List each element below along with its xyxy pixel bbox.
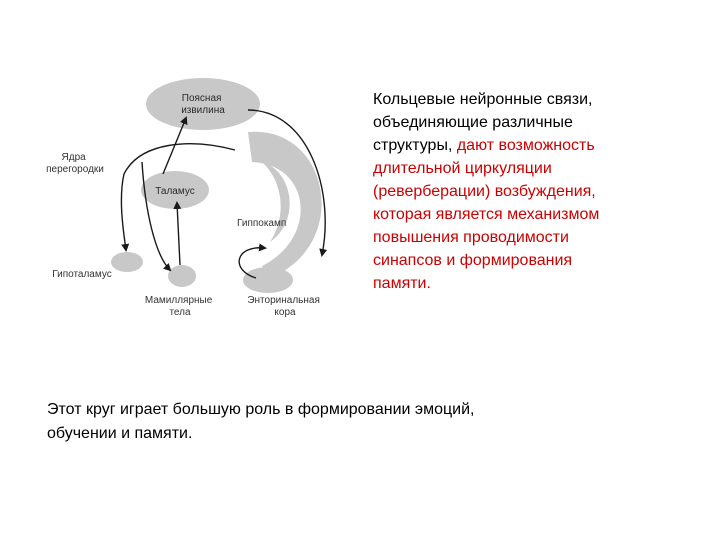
cingulate-gyrus-shape bbox=[146, 78, 260, 130]
label-entorhinal-line-1: Энторинальная bbox=[247, 295, 320, 306]
description-black-part: Кольцевые нейронные связи, объединяющие различные структуры, bbox=[373, 91, 593, 154]
label-cingulate-gyrus bbox=[181, 93, 225, 116]
conclusion-text: Этот круг играет большую роль в формировании эмоций, обучении и памяти. bbox=[47, 401, 475, 442]
label-thalamus: Таламус bbox=[155, 186, 195, 197]
arrow-mammillary-to-thalamus bbox=[177, 203, 180, 265]
label-mammillary-bodies bbox=[145, 295, 215, 318]
description-red-part: дают возможность длительной циркуляции (реверберации) возбуждения, которая является механизмом повышения проводимости синапсов и формирования памяти. bbox=[373, 137, 600, 292]
entorhinal-cortex-shape bbox=[243, 267, 293, 293]
label-entorhinal-line-2: кора bbox=[274, 307, 296, 318]
mammillary-bodies-shape bbox=[168, 265, 196, 287]
label-septal-line-2: перегородки bbox=[46, 164, 104, 175]
label-hypothalamus: Гипоталамус bbox=[52, 269, 112, 280]
label-cingulate-line-1: Поясная bbox=[181, 93, 222, 104]
label-mammillary-line-1: Мамиллярные bbox=[144, 295, 213, 306]
label-mammillary-line-2: тела bbox=[169, 307, 191, 318]
label-septal-line-1: Ядра bbox=[61, 152, 86, 163]
label-cingulate-line-2: извилина bbox=[181, 105, 225, 116]
label-septal-nuclei bbox=[46, 152, 104, 175]
description-text bbox=[373, 88, 693, 295]
hypothalamus-shape bbox=[111, 252, 143, 272]
label-hippocampus: Гиппокамп bbox=[237, 218, 287, 229]
limbic-circuit-diagram bbox=[30, 70, 360, 330]
label-entorhinal-cortex bbox=[247, 295, 322, 318]
